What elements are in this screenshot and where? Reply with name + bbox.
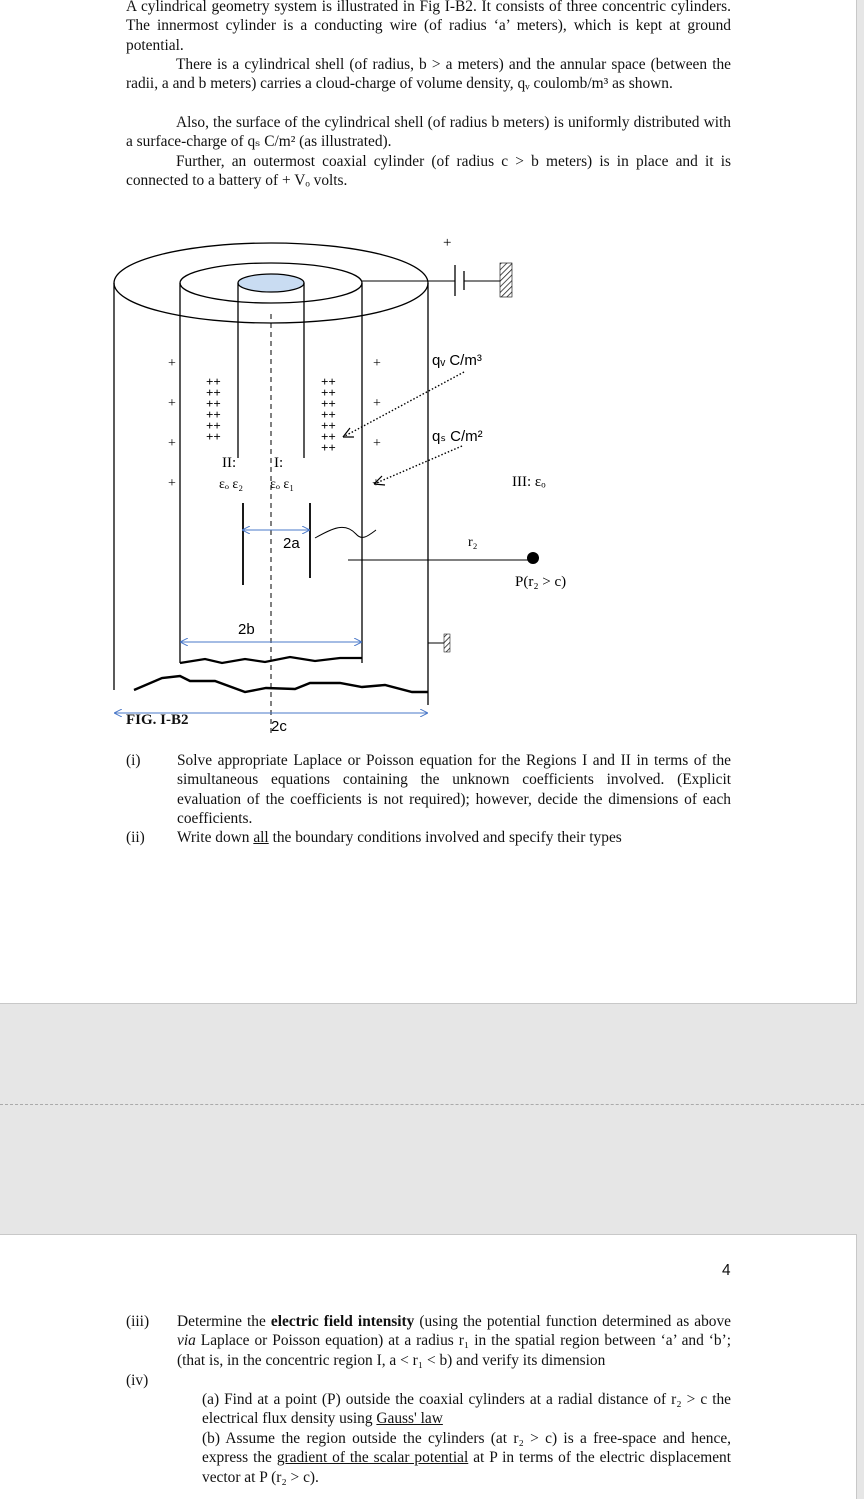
region-1-label: I:: [274, 455, 284, 471]
question-2-pre: Write down: [177, 829, 254, 846]
question-4b-underlined: gradient of the scalar potential: [276, 1449, 469, 1467]
question-2-label: (ii): [126, 829, 145, 846]
volume-charge-label: qᵥ C/m³: [432, 352, 482, 369]
question-3-label: (iii): [126, 1313, 150, 1330]
plus-stack: ++: [206, 407, 221, 422]
question-3-part-c: (using the potential function determined as above: [414, 1313, 732, 1330]
plus-sign: +: [168, 356, 176, 371]
question-4a-text: [202, 1390, 731, 1429]
question-3-bold: electric field intensity: [270, 1313, 415, 1330]
intro-text-3: Also, the surface of the cylindrical shell (of radius b meters) is uniformly distributed with a surface-charge of qₛ C/m² (as illustrated).: [126, 114, 731, 151]
region-2-permittivity: εₒ ε₂: [219, 477, 244, 492]
intro-text-2: There is a cylindrical shell (of radius, b > a meters) and the annular space (between the radii, a and b meters) carries a cloud-charge of volume density, qᵥ coulomb/m³ as shown.: [126, 56, 731, 93]
region-3-label: III: εₒ: [512, 474, 546, 490]
dimension-2a-label: 2a: [283, 535, 300, 552]
plus-sign: +: [168, 396, 176, 411]
plus-sign: +: [168, 476, 176, 491]
region-2-label: II:: [222, 455, 237, 471]
right-charge-stack: [321, 374, 336, 455]
plus-stack: ++: [321, 440, 336, 455]
plus-stack: ++: [206, 429, 221, 444]
figure-caption: FIG. I-B2: [126, 712, 189, 728]
ground-symbol-top: [500, 263, 512, 297]
question-3-part-a: Determine the: [177, 1313, 271, 1330]
point-p-label: P(r₂ > c): [515, 574, 567, 590]
question-3-text: [177, 1312, 731, 1370]
plus-sign: +: [373, 356, 381, 371]
surface-charge-label: qₛ C/m²: [432, 428, 483, 445]
page-number: 4: [722, 1262, 731, 1279]
question-4b-pre: (b) Assume the region outside the cylinders (at r₂ > c) is a free-space and hence, express the: [202, 1430, 731, 1467]
question-4a-pre: (a) Find at a point (P) outside the coaxial cylinders at a radial distance of r₂ > c the electrical flux density using: [202, 1391, 731, 1428]
question-1-text: Solve appropriate Laplace or Poisson equation for the Regions I and II in terms of the simultaneous equations containing the unknown coefficients involved. (Explicit evaluation of the coefficients is not required); however, decide the dimensions of each coefficients.: [177, 752, 731, 827]
radius-r2-label: r₂: [468, 535, 478, 550]
dimension-2b-label: 2b: [238, 621, 255, 638]
point-p-marker: [527, 552, 539, 564]
question-4a-underlined: Gauss' law: [376, 1410, 443, 1428]
question-2-text: [177, 828, 731, 847]
region-1-permittivity: εₒ ε₁: [270, 477, 295, 492]
question-4b-text: [202, 1429, 731, 1487]
dimension-2c-label: 2c: [271, 718, 287, 735]
outer-break-line: [134, 676, 428, 692]
plus-sign: +: [373, 396, 381, 411]
page-break-divider: [0, 1104, 864, 1105]
plus-stack: ++: [206, 418, 221, 433]
question-4-label: (iv): [126, 1372, 149, 1389]
surface-charge-arrow: [374, 446, 462, 484]
document-page-2: [0, 1234, 857, 1499]
intro-text-4: Further, an outermost coaxial cylinder (of radius c > b meters) is in place and it is connected to a battery of + Vₒ volts.: [126, 153, 731, 190]
question-2-underlined: all: [253, 829, 269, 846]
intro-text-1: A cylindrical geometry system is illustrated in Fig I-B2. It consists of three concentric cylinders. The innermost cylinder is a conducting wire (of radius ‘a’ meters), which is kept at ground potential.: [126, 0, 731, 54]
plus-stack: ++: [321, 418, 336, 433]
inner-wire-top: [238, 274, 304, 292]
question-2-post: the boundary conditions involved and specify their types: [268, 829, 622, 846]
plus-sign: +: [372, 476, 380, 491]
plus-stack: ++: [321, 374, 336, 389]
left-charge-stack: [206, 374, 221, 444]
plus-stack: ++: [321, 385, 336, 400]
question-3-italic: via: [177, 1332, 196, 1350]
plus-stack: ++: [321, 407, 336, 422]
plus-stack: ++: [321, 429, 336, 444]
plus-stack: ++: [206, 385, 221, 400]
leader-curve: [315, 527, 376, 538]
battery-plus: +: [443, 235, 452, 251]
plus-sign: +: [373, 436, 381, 451]
plus-stack: ++: [321, 396, 336, 411]
question-4b-post: at P in terms of the electric displacement vector at P (r₂ > c).: [202, 1449, 732, 1486]
question-1-label: (i): [126, 752, 141, 769]
plus-sign: +: [168, 436, 176, 451]
plus-stack: ++: [206, 374, 221, 389]
plus-stack: ++: [206, 396, 221, 411]
question-3-part-e: Laplace or Poisson equation) at a radius r₁ in the spatial region between ‘a’ and ‘b’; (that is, in the concentric region I, a < r₁ < b) and verify its dimension: [177, 1332, 731, 1369]
ground-symbol-bottom: [444, 634, 450, 652]
